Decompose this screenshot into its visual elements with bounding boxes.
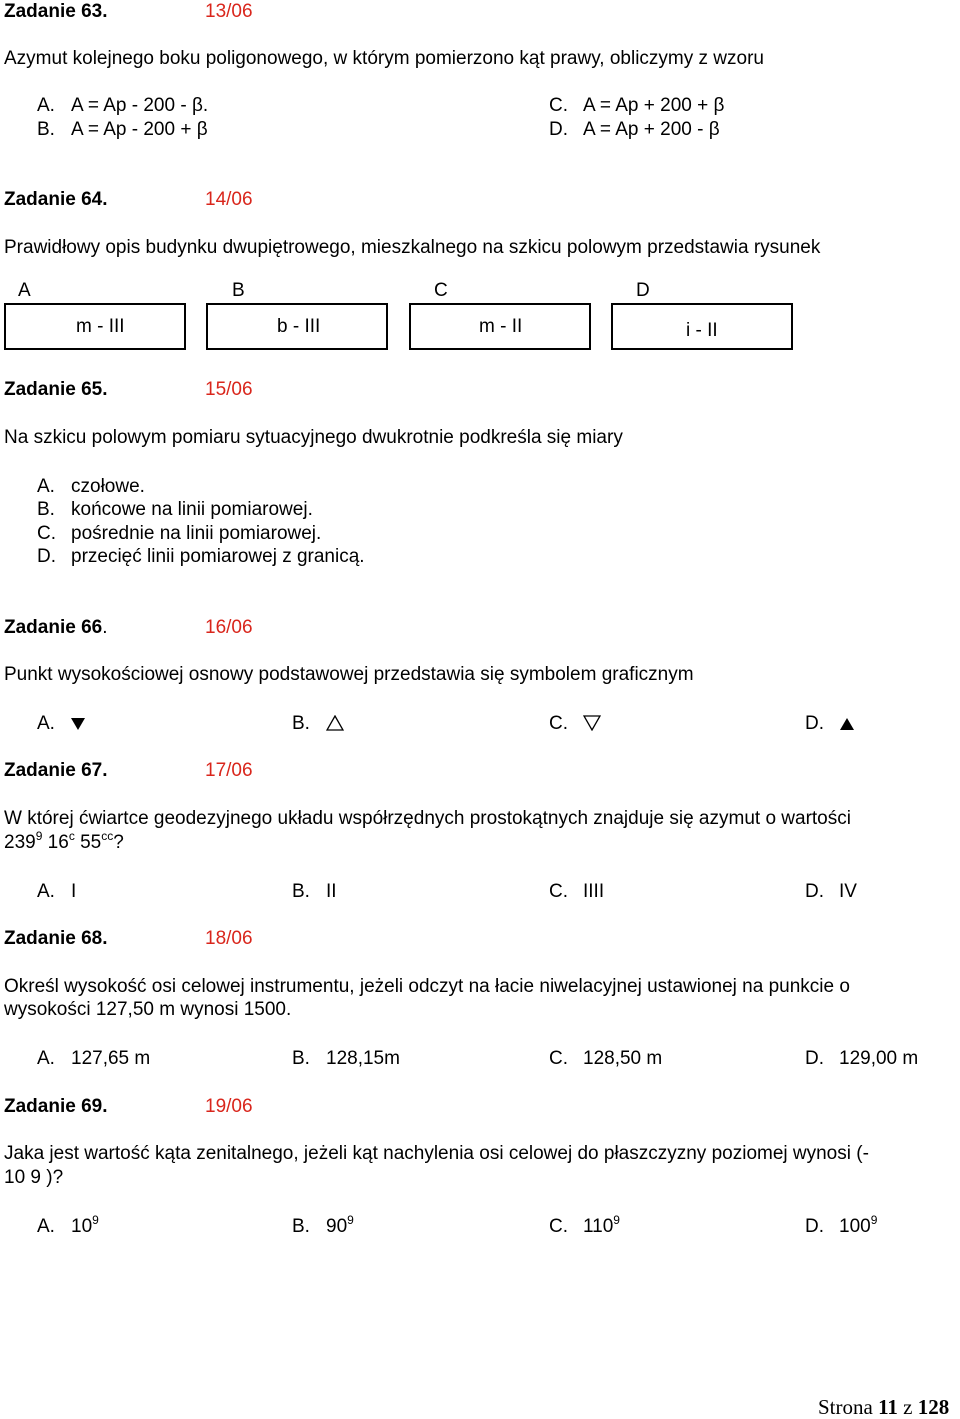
- building-drawing-c: [409, 303, 591, 350]
- task-69-question-cont: 10 9 )?: [4, 1167, 64, 1188]
- task-63-code: 13/06: [205, 1, 253, 22]
- task-67-question: W której ćwiartce geodezyjnego układu współrzędnych prostokątnych znajduje się azymut o wartości: [4, 808, 851, 829]
- option-d-letter: D.: [805, 1048, 824, 1069]
- option-c-letter: C.: [549, 95, 568, 116]
- task-64-question: Prawidłowy opis budynku dwupiętrowego, mieszkalnego na szkicu polowym przedstawia rysunek: [4, 237, 821, 258]
- task-68-title: Zadanie 68.: [4, 928, 108, 949]
- building-label-a: m - III: [76, 316, 125, 337]
- drawing-d-label: D: [636, 280, 650, 301]
- option-b-text: A = Ap - 200 + β: [71, 119, 208, 140]
- page-number: Strona 11 z 128: [818, 1395, 950, 1419]
- task-69-code: 19/06: [205, 1096, 253, 1117]
- drawing-a-label: A: [18, 280, 31, 301]
- option-a-text: $10^9$: [71, 1213, 99, 1237]
- option-d-text: $100^9$: [839, 1213, 878, 1237]
- option-d-letter: D.: [805, 713, 824, 734]
- task-67-code: 17/06: [205, 760, 253, 781]
- option-b-text: II: [326, 881, 337, 902]
- option-a-text: I: [71, 881, 77, 902]
- task-64-code: 14/06: [205, 189, 253, 210]
- option-c-text: pośrednie na linii pomiarowej.: [71, 523, 322, 544]
- option-c-letter: C.: [37, 523, 56, 544]
- option-b-text: $90^9$: [326, 1213, 354, 1237]
- task-68-question: Określ wysokość osi celowej instrumentu, jeżeli odczyt na łacie niwelacyjnej ustawionej na punkcie o: [4, 976, 850, 997]
- task-66-code: 16/06: [205, 617, 253, 638]
- building-label-b: b - III: [277, 316, 321, 337]
- option-a-text: A = Ap - 200 - β.: [71, 95, 209, 116]
- task-65-code: 15/06: [205, 379, 253, 400]
- option-d-text: IV: [839, 881, 857, 902]
- filled-up-triangle-icon: [839, 716, 855, 735]
- option-c-text: $110^9$: [583, 1213, 620, 1237]
- option-a-letter: A.: [37, 1048, 55, 1069]
- option-b-letter: B.: [292, 713, 310, 734]
- option-a-text: czołowe.: [71, 476, 145, 497]
- azimuth-value: $239^9$ 16$^c$ $55^{cc}$?: [4, 829, 124, 853]
- task-69-title: Zadanie 69.: [4, 1096, 108, 1117]
- option-d-letter: D.: [805, 1216, 824, 1237]
- option-b-letter: B.: [292, 881, 310, 902]
- task-68-question-cont: wysokości 127,50 m wynosi 1500.: [4, 999, 292, 1020]
- option-b-letter: B.: [292, 1048, 310, 1069]
- option-d-text: 129,00 m: [839, 1048, 919, 1069]
- option-a-letter: A.: [37, 95, 55, 116]
- option-c-letter: C.: [549, 713, 568, 734]
- option-c-text: IIII: [583, 881, 605, 902]
- option-b-letter: B.: [292, 1216, 310, 1237]
- option-d-letter: D.: [37, 546, 56, 567]
- task-64-title: Zadanie 64.: [4, 189, 108, 210]
- filled-down-triangle-icon: [70, 716, 86, 735]
- building-drawing-d: [611, 303, 793, 350]
- task-66-question: Punkt wysokościowej osnowy podstawowej przedstawia się symbolem graficznym: [4, 664, 694, 685]
- option-a-letter: A.: [37, 476, 55, 497]
- option-d-text: przecięć linii pomiarowej z granicą.: [71, 546, 365, 567]
- option-b-letter: B.: [37, 499, 55, 520]
- building-label-c: m - II: [479, 316, 523, 337]
- task-68-code: 18/06: [205, 928, 253, 949]
- task-63-title: Zadanie 63.: [4, 1, 108, 22]
- task-67-title: Zadanie 67.: [4, 760, 108, 781]
- task-66-title: Zadanie 66.: [4, 617, 108, 638]
- building-drawing-b: [206, 303, 388, 350]
- option-c-text: A = Ap + 200 + β: [583, 95, 725, 116]
- task-69-question: Jaka jest wartość kąta zenitalnego, jeżeli kąt nachylenia osi celowej do płaszczyzny poziomej wynosi (-: [4, 1143, 869, 1164]
- option-c-letter: C.: [549, 1048, 568, 1069]
- option-a-letter: A.: [37, 881, 55, 902]
- option-b-text: końcowe na linii pomiarowej.: [71, 499, 313, 520]
- option-d-text: A = Ap + 200 - β: [583, 119, 720, 140]
- option-c-letter: C.: [549, 881, 568, 902]
- option-d-letter: D.: [805, 881, 824, 902]
- option-a-letter: A.: [37, 1216, 55, 1237]
- drawing-c-label: C: [434, 280, 448, 301]
- task-65-title: Zadanie 65.: [4, 379, 108, 400]
- building-label-d: i - II: [686, 320, 718, 341]
- option-b-text: 128,15m: [326, 1048, 400, 1069]
- task-65-question: Na szkicu polowym pomiaru sytuacyjnego dwukrotnie podkreśla się miary: [4, 427, 623, 448]
- task-63-question: Azymut kolejnego boku poligonowego, w którym pomierzono kąt prawy, obliczymy z wzoru: [4, 48, 764, 69]
- drawing-b-label: B: [232, 280, 245, 301]
- outline-up-triangle-icon: [326, 715, 344, 735]
- option-d-letter: D.: [549, 119, 568, 140]
- option-a-text: 127,65 m: [71, 1048, 151, 1069]
- building-drawing-a: [4, 303, 186, 350]
- option-c-text: 128,50 m: [583, 1048, 663, 1069]
- option-c-letter: C.: [549, 1216, 568, 1237]
- option-b-letter: B.: [37, 119, 55, 140]
- outline-down-triangle-icon: [583, 715, 601, 735]
- option-a-letter: A.: [37, 713, 55, 734]
